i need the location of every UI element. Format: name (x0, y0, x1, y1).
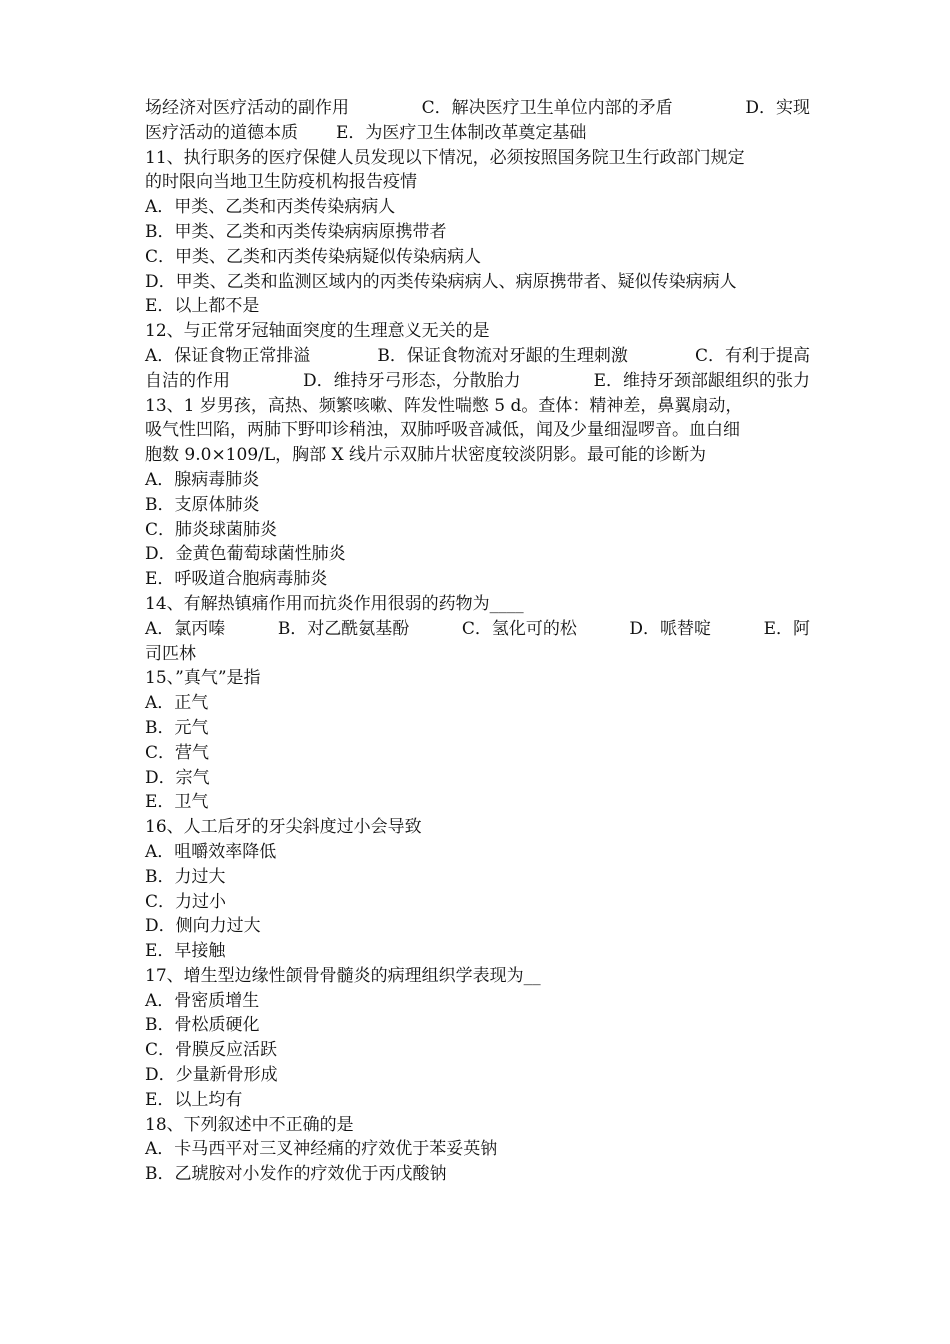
text-segment: A．甲类、乙类和丙类传染病病人 (145, 197, 396, 218)
text-segment: 13、1 岁男孩，高热、频繁咳嗽、阵发性喘憋 5 d。查体：精神差，鼻翼扇动， (145, 395, 743, 416)
text-segment: B．骨松质硬化 (145, 1015, 260, 1036)
text-segment: 18、下列叙述中不正确的是 (145, 1114, 354, 1135)
text-line (145, 617, 810, 642)
text-line (145, 468, 810, 493)
text-segment: A．腺病毒肺炎 (145, 469, 260, 490)
text-line (145, 443, 810, 468)
text-line (145, 890, 810, 915)
text-line (145, 1137, 810, 1162)
text-line (145, 716, 810, 741)
text-segment: B．甲类、乙类和丙类传染病病原携带者 (145, 221, 447, 242)
text-line (145, 294, 810, 319)
text-segment: E．卫气 (145, 792, 209, 813)
text-segment: 11、执行职务的医疗保健人员发现以下情况，必须按照国务院卫生行政部门规定 (145, 147, 745, 168)
text-segment: B．支原体肺炎 (145, 494, 260, 515)
text-line (145, 518, 810, 543)
text-segment: E．以上都不是 (145, 296, 260, 317)
text-segment: A．氯丙嗪 (145, 618, 226, 639)
text-line (145, 96, 810, 121)
text-segment: D．侧向力过大 (145, 916, 261, 937)
text-segment: B．元气 (145, 717, 209, 738)
text-line (145, 1013, 810, 1038)
text-segment: 场经济对医疗活动的副作用 (145, 98, 349, 118)
text-line (145, 344, 810, 369)
text-segment: A．保证食物正常排溢 (145, 345, 311, 366)
text-segment: 的时限向当地卫生防疫机构报告疫情 (145, 172, 417, 193)
text-line (145, 691, 810, 716)
text-segment: B．乙琥胺对小发作的疗效优于丙戊酸钠 (145, 1164, 447, 1185)
text-segment: E．呼吸道合胞病毒肺炎 (145, 569, 328, 590)
text-segment: E．阿 (763, 618, 810, 639)
text-segment: D．实现 (745, 98, 810, 118)
text-segment: C．骨膜反应活跃 (145, 1040, 278, 1061)
text-line (145, 989, 810, 1014)
text-line (145, 394, 810, 419)
text-segment: C．解决医疗卫生单位内部的矛盾 (421, 98, 673, 118)
text-segment: D．金黄色葡萄球菌性肺炎 (145, 544, 346, 565)
text-segment: C．有利于提高 (694, 345, 810, 366)
text-line (145, 195, 810, 220)
text-line (145, 220, 810, 245)
text-line (145, 418, 810, 443)
text-segment: D．维持牙弓形态，分散胎力 (302, 370, 521, 391)
text-segment: E．维持牙颈部龈组织的张力 (593, 370, 810, 391)
text-line (145, 815, 810, 840)
text-line (145, 592, 810, 617)
text-segment: B．对乙酰氨基酚 (277, 618, 410, 639)
text-line (145, 1063, 810, 1088)
text-line (145, 790, 810, 815)
text-segment: 15、”真气”是指 (145, 668, 261, 689)
text-segment: E．以上均有 (145, 1089, 243, 1110)
text-line (145, 146, 810, 171)
text-segment: 医疗活动的道德本质 (145, 122, 298, 143)
text-segment: B．保证食物流对牙龈的生理刺激 (377, 345, 628, 366)
text-line (145, 121, 810, 146)
text-segment: 自洁的作用 (145, 370, 230, 391)
text-segment: D．哌替啶 (629, 618, 712, 639)
text-line (145, 741, 810, 766)
text-segment: C．力过小 (145, 891, 227, 912)
text-line (145, 865, 810, 890)
text-line (145, 170, 810, 195)
text-line (145, 766, 810, 791)
text-line (145, 1113, 810, 1138)
text-line (145, 914, 810, 939)
text-line (145, 319, 810, 344)
text-segment: B．力过大 (145, 866, 226, 887)
text-line (145, 245, 810, 270)
text-segment: 12、与正常牙冠轴面突度的生理意义无关的是 (145, 321, 490, 342)
text-line (145, 1038, 810, 1063)
text-line (145, 666, 810, 691)
text-segment: C．营气 (145, 742, 210, 763)
text-segment: C．肺炎球菌肺炎 (145, 519, 278, 540)
text-segment: 胞数 9.0×109/L，胸部 X 线片示双肺片状密度较淡阴影。最可能的诊断为 (145, 445, 707, 466)
text-segment: 吸气性凹陷，两肺下野叩诊稍浊，双肺呼吸音减低，闻及少量细湿啰音。血白细 (145, 420, 740, 441)
text-segment: A．正气 (145, 693, 209, 714)
text-line (145, 493, 810, 518)
text-segment: 14、有解热镇痛作用而抗炎作用很弱的药物为____ (145, 593, 524, 614)
text-segment: E．为医疗卫生体制改革奠定基础 (336, 122, 587, 143)
text-segment: C．甲类、乙类和丙类传染病疑似传染病病人 (145, 246, 482, 267)
text-segment: A．咀嚼效率降低 (145, 841, 277, 862)
text-line (145, 542, 810, 567)
text-segment: D．少量新骨形成 (145, 1065, 278, 1086)
text-line (145, 567, 810, 592)
text-line (145, 939, 810, 964)
text-segment: 17、增生型边缘性颌骨骨髓炎的病理组织学表现为__ (145, 965, 541, 986)
text-segment: D．宗气 (145, 767, 210, 788)
text-line (145, 964, 810, 989)
text-line (145, 1088, 810, 1113)
text-segment: A．卡马西平对三叉神经痛的疗效优于苯妥英钠 (145, 1139, 498, 1160)
text-segment: D．甲类、乙类和监测区域内的丙类传染病病人、病原携带者、疑似传染病病人 (145, 271, 737, 292)
text-line (145, 270, 810, 295)
text-line (145, 642, 810, 667)
text-segment: 司匹林 (145, 643, 196, 664)
text-segment: 16、人工后牙的牙尖斜度过小会导致 (145, 817, 422, 838)
document-page (145, 96, 810, 1187)
text-segment: C．氢化可的松 (461, 618, 577, 639)
text-line (145, 1162, 810, 1187)
text-segment: E．早接触 (145, 941, 226, 962)
text-line (145, 840, 810, 865)
text-segment: A．骨密质增生 (145, 990, 260, 1011)
text-line (145, 369, 810, 394)
